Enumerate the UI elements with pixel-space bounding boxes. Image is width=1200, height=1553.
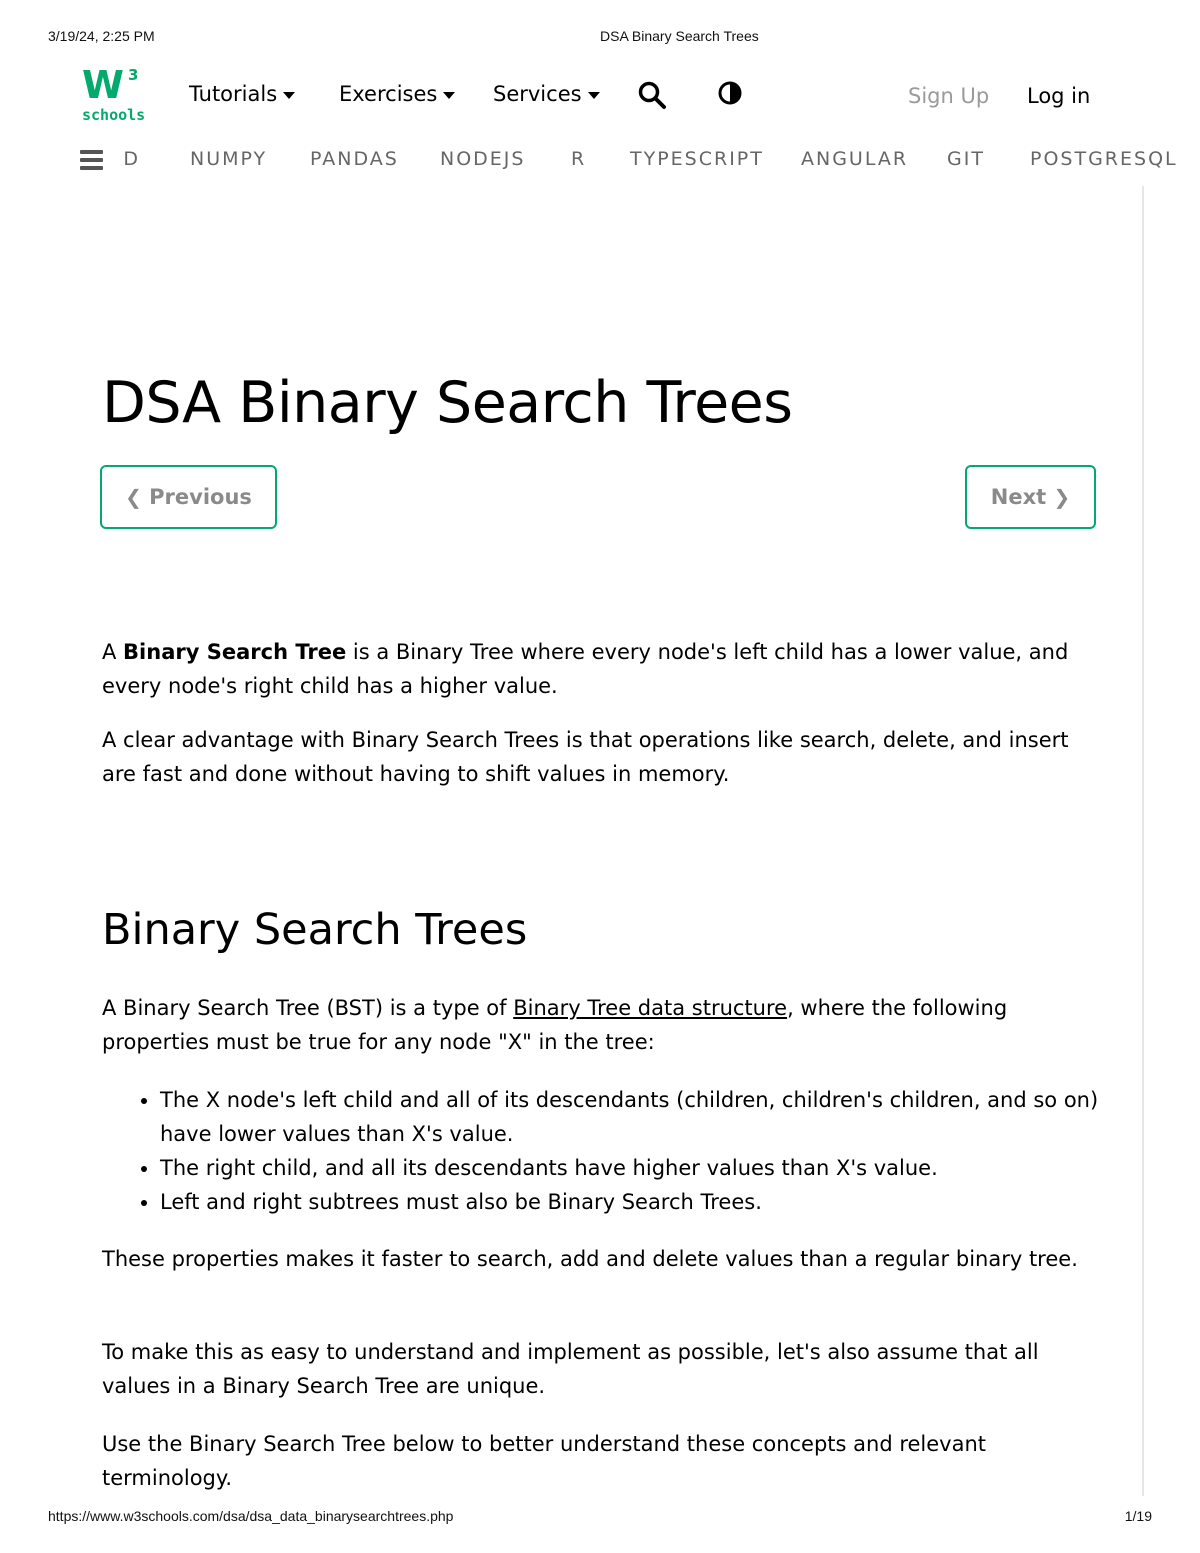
previous-label: Previous	[149, 485, 252, 509]
chevron-left-icon: ❮	[125, 485, 142, 509]
w3schools-logo[interactable]	[80, 63, 146, 124]
unique-paragraph: To make this as easy to understand and implement as possible, let's also assume that all values in a Binary Search Tree are unique.	[102, 1340, 1039, 1398]
search-icon[interactable]	[637, 80, 667, 110]
hamburger-menu-icon[interactable]	[80, 150, 103, 170]
faster-paragraph: These properties makes it faster to search, add and delete values than a regular binary tree.	[102, 1247, 1078, 1271]
list-item: • The right child, and all its descendants have higher values than X's value.	[160, 1151, 1102, 1185]
topic-git[interactable]: GIT	[947, 148, 985, 170]
chevron-right-icon: ❯	[1053, 485, 1071, 509]
print-footer	[48, 1508, 1152, 1526]
print-page-number: 1/19	[1124, 1508, 1152, 1524]
use-tree-paragraph: Use the Binary Search Tree below to better understand these concepts and relevant terminology.	[102, 1432, 987, 1490]
print-header	[48, 28, 1152, 46]
previous-button[interactable]	[100, 465, 277, 529]
binary-tree-link[interactable]: Binary Tree data structure	[513, 996, 788, 1020]
nav-services-label: Services	[493, 82, 582, 106]
bst-definition-paragraph	[102, 991, 1102, 1059]
print-date: 3/19/24, 2:25 PM	[48, 28, 155, 44]
topic-r[interactable]: R	[571, 148, 587, 170]
page-title: DSA Binary Search Trees	[102, 370, 793, 436]
list-item: • The X node's left child and all of its descendants (children, children's children, and so on) have lower values than X's value.	[160, 1083, 1102, 1151]
intro-rest: is a Binary Tree where every node's left child has a lower value, and every node's right child has a higher value.	[102, 640, 1069, 698]
scrollbar[interactable]	[1142, 186, 1144, 1496]
nav-tutorials[interactable]	[189, 82, 295, 106]
print-document-title: DSA Binary Search Trees	[600, 28, 759, 44]
sign-up-button[interactable]: Sign Up	[908, 84, 990, 108]
topic-nodejs[interactable]: NODEJS	[440, 148, 526, 170]
properties-list	[102, 1083, 1102, 1219]
logo-schools: schools	[82, 106, 146, 124]
nav-services[interactable]	[493, 82, 600, 106]
caret-down-icon	[588, 92, 600, 99]
section-title: Binary Search Trees	[102, 905, 528, 955]
next-label: Next	[990, 485, 1047, 509]
intro-paragraph	[102, 635, 1102, 703]
caret-down-icon	[283, 92, 295, 99]
dark-mode-toggle-icon[interactable]	[717, 80, 747, 110]
topic-postgresql[interactable]: POSTGRESQL	[1030, 148, 1178, 170]
topic-numpy[interactable]: NUMPY	[190, 148, 268, 170]
bst-rest: , where the following properties must be true for any node "X" in the tree:	[102, 996, 1008, 1054]
log-in-button[interactable]: Log in	[1027, 84, 1091, 108]
next-button[interactable]	[965, 465, 1096, 529]
topic-typescript[interactable]: TYPESCRIPT	[630, 148, 764, 170]
logo-superscript: 3	[128, 66, 139, 84]
topic-pandas[interactable]: PANDAS	[310, 148, 399, 170]
nav-exercises-label: Exercises	[339, 82, 438, 106]
intro-prefix: A	[102, 640, 124, 664]
print-url: https://www.w3schools.com/dsa/dsa_data_binarysearchtrees.php	[48, 1508, 454, 1524]
intro-bold-term: Binary Search Tree	[123, 640, 347, 664]
advantage-paragraph: A clear advantage with Binary Search Trees is that operations like search, delete, and insert are fast and done without having to shift values in memory.	[102, 728, 1069, 786]
nav-exercises[interactable]	[339, 82, 455, 106]
list-item: • Left and right subtrees must also be Binary Search Trees.	[160, 1185, 1102, 1219]
caret-down-icon	[443, 92, 455, 99]
topic-angular[interactable]: ANGULAR	[801, 148, 909, 170]
topic-partial[interactable]: D	[123, 148, 140, 170]
logo-w: W	[82, 63, 124, 107]
bst-prefix: A Binary Search Tree (BST) is a type of	[102, 996, 514, 1020]
nav-tutorials-label: Tutorials	[189, 82, 278, 106]
topics-bar	[0, 146, 1178, 176]
